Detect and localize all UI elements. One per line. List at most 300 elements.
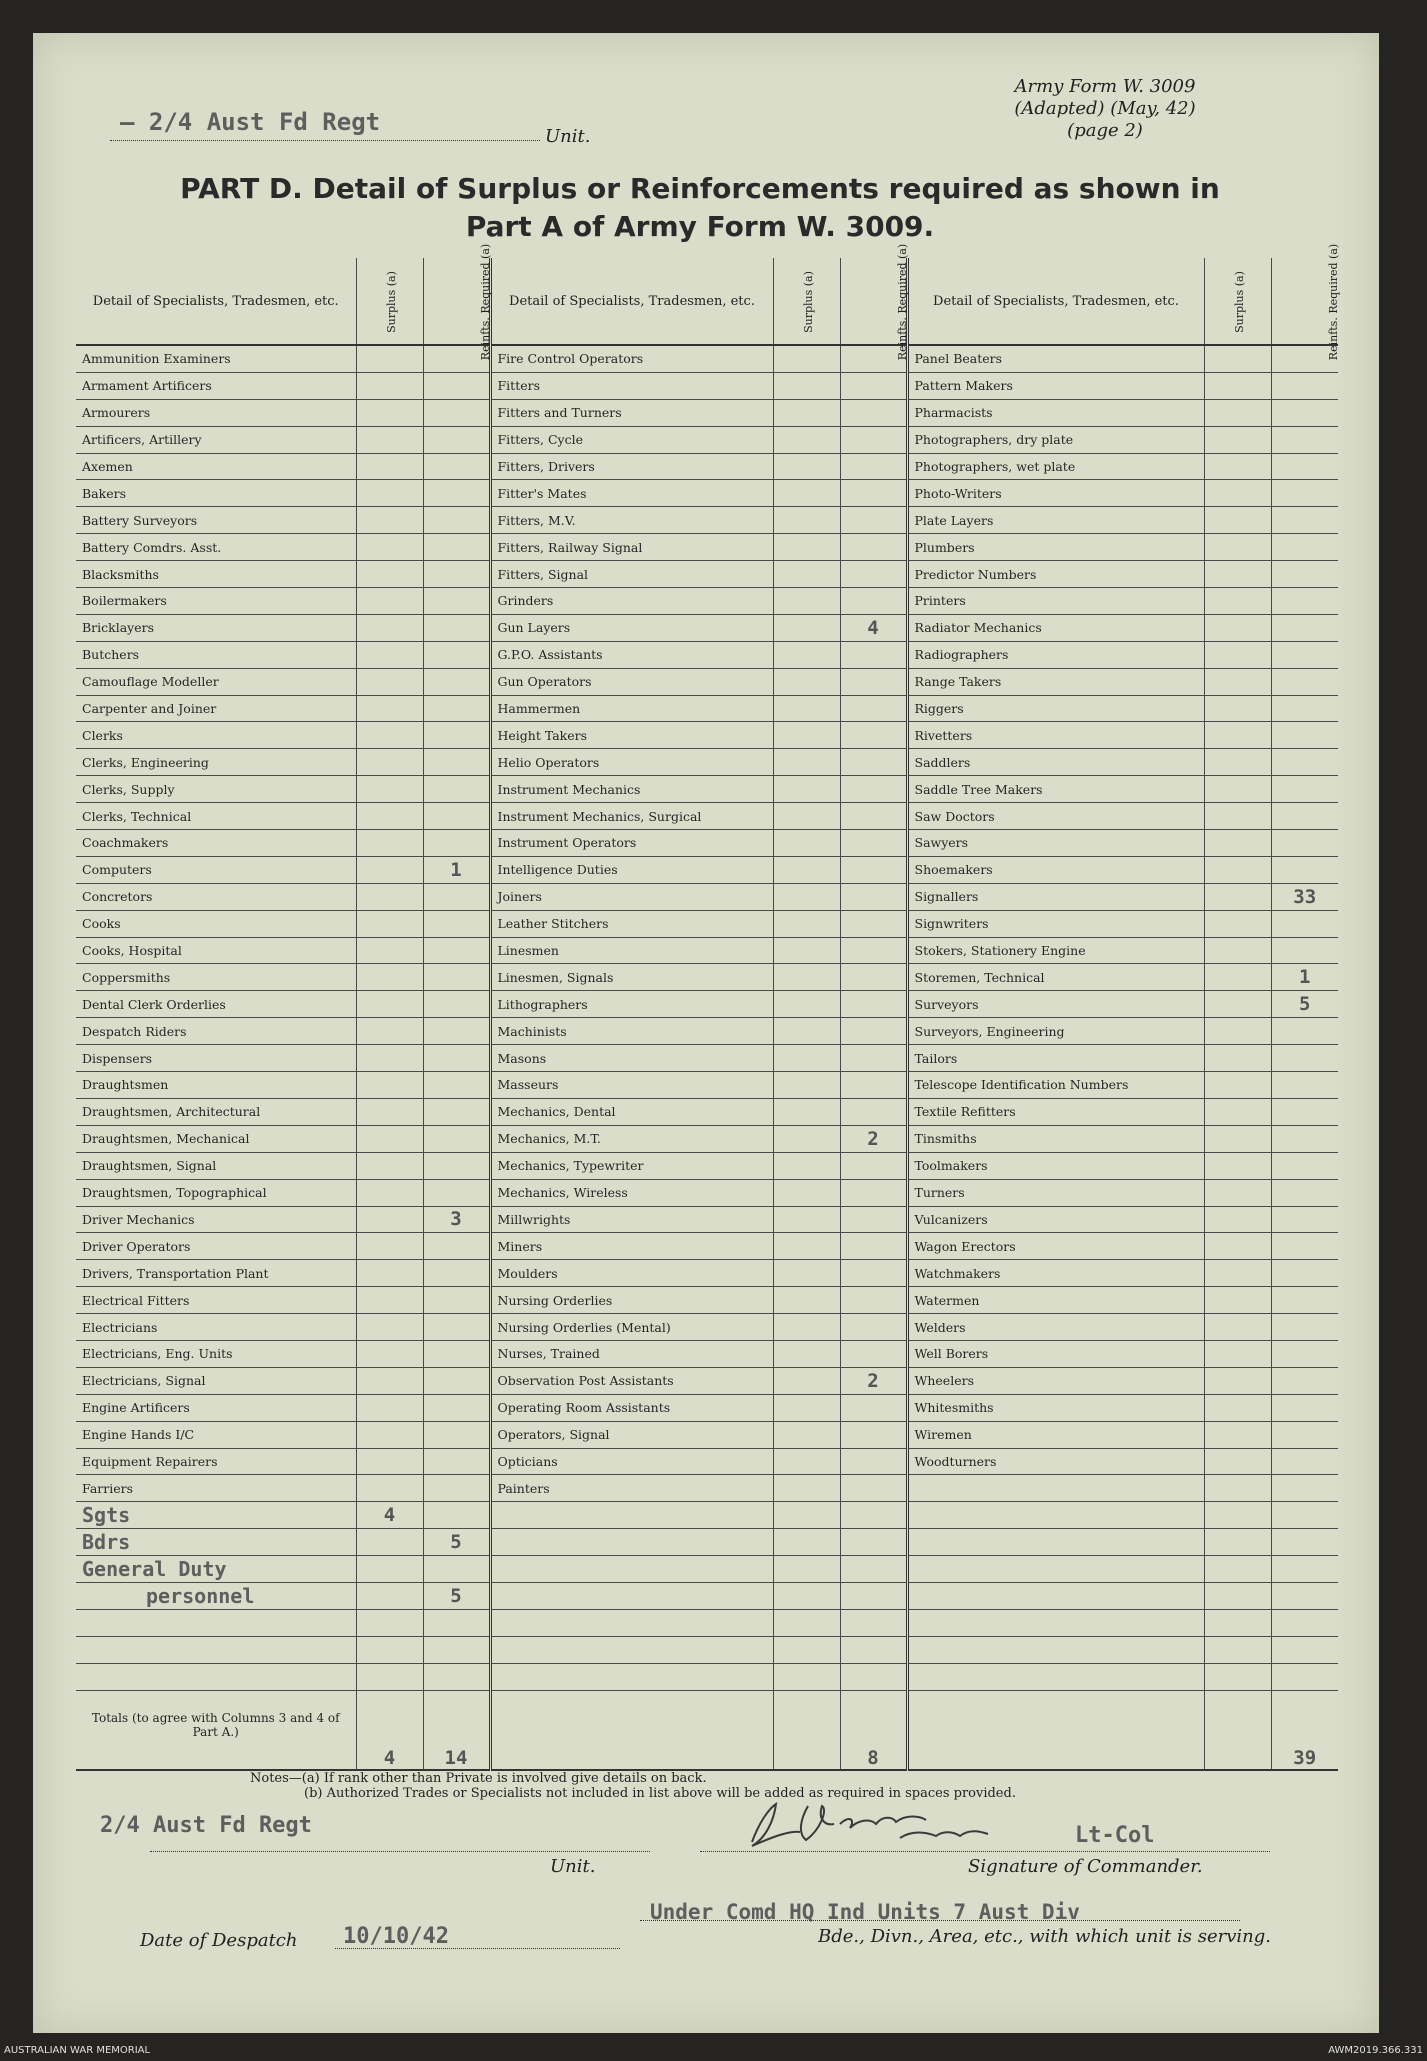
blank-cell [1204,1556,1271,1583]
surplus-value [773,1072,840,1099]
reinf-value [1271,803,1338,830]
surplus-value [773,856,840,883]
table-row [76,1287,1338,1314]
header-unit-label: Unit. [545,126,591,147]
reinf-value [423,399,490,426]
trade-name: Masseurs [490,1072,773,1099]
blank-cell [907,1529,1204,1556]
reinf-value [840,1314,907,1341]
surplus-value [1204,534,1271,561]
extra-row [76,1529,1338,1556]
trade-name: Stokers, Stationery Engine [907,937,1204,964]
trade-name: Miners [490,1233,773,1260]
surplus-value [1204,803,1271,830]
surplus-value [1204,1260,1271,1287]
table-row [76,1206,1338,1233]
surplus-value [773,776,840,803]
trade-name: Mechanics, Typewriter [490,1152,773,1179]
despatch-date: 10/10/42 [343,1924,449,1949]
surplus-value [773,1287,840,1314]
trade-name: Driver Mechanics [76,1206,356,1233]
reinf-value [840,1045,907,1072]
totals-col1-reinf: 14 [423,1690,490,1770]
reinf-value: 2 [840,1125,907,1152]
reinf-value [1271,480,1338,507]
blank-cell [1204,1609,1271,1636]
reinf-value [423,722,490,749]
extra-row [76,1636,1338,1663]
surplus-value [773,641,840,668]
trade-name: Wiremen [907,1421,1204,1448]
reinf-value [423,641,490,668]
reinf-value [840,1394,907,1421]
extra-row-name: personnel [76,1582,356,1609]
header-unit-typed: – 2/4 Aust Fd Regt [120,108,381,136]
surplus-value [356,372,423,399]
trade-name: Lithographers [490,991,773,1018]
reinf-value [1271,588,1338,615]
surplus-value [1204,614,1271,641]
surplus-value [356,1314,423,1341]
trade-name: Nurses, Trained [490,1340,773,1367]
table-row [76,561,1338,588]
formation-typed: Under Comd HQ Ind Units 7 Aust Div [650,1900,1080,1924]
reinf-value [840,695,907,722]
trade-name: G.P.O. Assistants [490,641,773,668]
extra-row-name: General Duty [76,1556,356,1583]
surplus-value [356,534,423,561]
reinf-value [840,1206,907,1233]
reinf-value [1271,776,1338,803]
surplus-value [773,1475,840,1502]
reinf-value [423,1233,490,1260]
reinf-value [840,426,907,453]
surplus-value [1204,426,1271,453]
trade-name: Signwriters [907,910,1204,937]
table-row [76,534,1338,561]
trade-name: Dental Clerk Orderlies [76,991,356,1018]
reinf-value [423,372,490,399]
reinf-value [840,1179,907,1206]
table-row [76,668,1338,695]
reinf-value [840,1260,907,1287]
surplus-value [1204,1179,1271,1206]
trade-name: Cooks, Hospital [76,937,356,964]
trade-name: Gun Layers [490,614,773,641]
surplus-value [356,1448,423,1475]
table-row [76,991,1338,1018]
surplus-value [773,937,840,964]
trade-name: Fitters, M.V. [490,507,773,534]
extra-row-name: Bdrs [76,1529,356,1556]
surplus-value [1204,776,1271,803]
col-header-detail: Detail of Specialists, Tradesmen, etc. [907,258,1204,345]
trade-name: Clerks, Technical [76,803,356,830]
reinf-value [423,695,490,722]
surplus-value [1204,345,1271,372]
trade-name: Dispensers [76,1045,356,1072]
table-row [76,1018,1338,1045]
reinf-value [423,1475,490,1502]
form-ref-line: (page 2) [1067,120,1143,141]
table-row [76,1072,1338,1099]
trade-name: Radiographers [907,641,1204,668]
trade-name: Coachmakers [76,830,356,857]
trade-name: Mechanics, Dental [490,1098,773,1125]
reinf-value [423,803,490,830]
surplus-value [773,1314,840,1341]
totals-label: Totals (to agree with Columns 3 and 4 of Part A.) [76,1690,356,1770]
surplus-value [1204,910,1271,937]
surplus-value [773,453,840,480]
surplus-value [356,1045,423,1072]
blank-cell [840,1502,907,1529]
blank-cell [840,1663,907,1690]
trade-name: Carpenter and Joiner [76,695,356,722]
trade-name: Saddle Tree Makers [907,776,1204,803]
trade-name: Operators, Signal [490,1421,773,1448]
surplus-value [1204,588,1271,615]
reinf-value [1271,372,1338,399]
trade-name: Equipment Repairers [76,1448,356,1475]
trade-name: Linesmen [490,937,773,964]
surplus-value [1204,1367,1271,1394]
reinf-value [840,1287,907,1314]
table-row [76,1152,1338,1179]
trade-name: Bricklayers [76,614,356,641]
specialists-table-wrapper [76,243,1340,1771]
surplus-value [773,1367,840,1394]
extra-reinf-value [423,1556,490,1583]
credit-left: AUSTRALIAN WAR MEMORIAL [4,2045,151,2056]
extra-reinf-value [423,1609,490,1636]
extra-surplus-value [356,1556,423,1583]
surplus-value [356,1475,423,1502]
trade-name: Fitters [490,372,773,399]
surplus-value [356,830,423,857]
surplus-value [356,749,423,776]
trade-name: Fitters, Drivers [490,453,773,480]
reinf-value [840,668,907,695]
trade-name: Leather Stitchers [490,910,773,937]
extra-surplus-value [356,1636,423,1663]
extra-reinf-value [423,1663,490,1690]
surplus-value [356,426,423,453]
surplus-value [356,453,423,480]
footer-unit-typed: 2/4 Aust Fd Regt [100,1813,312,1838]
surplus-value [1204,1125,1271,1152]
trade-name: Tinsmiths [907,1125,1204,1152]
table-row [76,1340,1338,1367]
trade-name: Clerks [76,722,356,749]
trade-name: Rivetters [907,722,1204,749]
trade-name: Battery Surveyors [76,507,356,534]
form-ref-line: (Adapted) (May, 42) [1014,98,1196,119]
reinf-value [840,1152,907,1179]
reinf-value [423,1098,490,1125]
extra-row [76,1582,1338,1609]
trade-name: Battery Comdrs. Asst. [76,534,356,561]
trade-name: Mechanics, M.T. [490,1125,773,1152]
trade-name: Helio Operators [490,749,773,776]
surplus-value [356,964,423,991]
reinf-value [423,453,490,480]
trade-name: Fitter's Mates [490,480,773,507]
trade-name: Millwrights [490,1206,773,1233]
trade-name: Engine Artificers [76,1394,356,1421]
col-header-reinf: Reinfts. Required (a) [1271,258,1338,345]
surplus-value [356,937,423,964]
footer-unit-line [150,1851,650,1852]
surplus-value [356,561,423,588]
trade-name: Intelligence Duties [490,856,773,883]
reinf-value: 33 [1271,883,1338,910]
trade-name: Armament Artificers [76,372,356,399]
surplus-value [356,588,423,615]
reinf-value [1271,695,1338,722]
reinf-value [1271,856,1338,883]
surplus-value [773,883,840,910]
reinf-value [1271,1206,1338,1233]
surplus-value [356,1367,423,1394]
surplus-value [773,830,840,857]
reinf-value [423,1340,490,1367]
surplus-value [773,964,840,991]
trade-name: Telescope Identification Numbers [907,1072,1204,1099]
table-row [76,830,1338,857]
trade-name: Camouflage Modeller [76,668,356,695]
reinf-value [840,964,907,991]
trade-name: Photographers, wet plate [907,453,1204,480]
reinf-value [423,1125,490,1152]
blank-cell [490,1636,773,1663]
col-header-reinf: Reinfts. Required (a) [840,258,907,345]
trade-name: Range Takers [907,668,1204,695]
trade-name: Shoemakers [907,856,1204,883]
surplus-value [1204,1475,1271,1502]
trade-name: Butchers [76,641,356,668]
trade-name: Whitesmiths [907,1394,1204,1421]
extra-reinf-value [423,1502,490,1529]
blank-cell [1271,1529,1338,1556]
trade-name: Nursing Orderlies (Mental) [490,1314,773,1341]
reinf-value: 3 [423,1206,490,1233]
reinf-value [423,1072,490,1099]
surplus-value [773,1421,840,1448]
blank-cell [773,1609,840,1636]
reinf-value [423,749,490,776]
table-body-extra [76,1502,1338,1690]
blank-cell [490,1609,773,1636]
surplus-value [356,856,423,883]
reinf-value [840,991,907,1018]
extra-reinf-value: 5 [423,1529,490,1556]
reinf-value [1271,1233,1338,1260]
extra-surplus-value [356,1582,423,1609]
surplus-value [773,1233,840,1260]
trade-name: Surveyors [907,991,1204,1018]
reinf-value [840,1340,907,1367]
surplus-value [356,1340,423,1367]
blank-cell [1271,1636,1338,1663]
reinf-value [1271,453,1338,480]
reinf-value [423,910,490,937]
trade-name: Linesmen, Signals [490,964,773,991]
trade-name: Plumbers [907,534,1204,561]
trade-name: Wheelers [907,1367,1204,1394]
header-unit-line [110,140,540,141]
surplus-value [1204,1206,1271,1233]
surplus-value [773,695,840,722]
trade-name: Observation Post Assistants [490,1367,773,1394]
surplus-value [1204,1287,1271,1314]
trade-name: Clerks, Supply [76,776,356,803]
reinf-value [840,937,907,964]
table-row [76,937,1338,964]
reinf-value [1271,1098,1338,1125]
extra-row [76,1663,1338,1690]
reinf-value [1271,641,1338,668]
reinf-value [423,776,490,803]
reinf-value [840,561,907,588]
specialists-table [76,243,1340,1771]
surplus-value [356,480,423,507]
trade-name: Watermen [907,1287,1204,1314]
reinf-value [423,937,490,964]
surplus-value [356,1287,423,1314]
totals-col1-surplus: 4 [356,1690,423,1770]
blank-cell [1271,1609,1338,1636]
reinf-value [423,561,490,588]
blank-cell [773,1529,840,1556]
trade-name: Electricians, Eng. Units [76,1340,356,1367]
surplus-value [773,507,840,534]
reinf-value [1271,1367,1338,1394]
trade-name: Draughtsmen, Signal [76,1152,356,1179]
blank-cell [840,1609,907,1636]
surplus-value [356,1260,423,1287]
signature-label: Signature of Commander. [968,1856,1203,1877]
reinf-value [1271,399,1338,426]
reinf-value [840,749,907,776]
reinf-value [1271,722,1338,749]
reinf-value [423,991,490,1018]
reinf-value [840,1018,907,1045]
surplus-value [773,426,840,453]
trade-name: Ammunition Examiners [76,345,356,372]
surplus-value [773,1125,840,1152]
surplus-value [1204,641,1271,668]
surplus-value [1204,1394,1271,1421]
trade-name: Mechanics, Wireless [490,1179,773,1206]
surplus-value [773,1179,840,1206]
surplus-value [356,722,423,749]
trade-name: Surveyors, Engineering [907,1018,1204,1045]
reinf-value [1271,561,1338,588]
blank-cell [840,1582,907,1609]
trade-name: Coppersmiths [76,964,356,991]
surplus-value [1204,1098,1271,1125]
extra-reinf-value: 5 [423,1582,490,1609]
table-row [76,1098,1338,1125]
extra-row-name [76,1609,356,1636]
surplus-value [1204,372,1271,399]
totals-row [76,1690,1338,1770]
blank-cell [840,1636,907,1663]
trade-name: Moulders [490,1260,773,1287]
reinf-value [423,1287,490,1314]
reinf-value [840,830,907,857]
blank-cell [1271,1556,1338,1583]
reinf-value [423,1179,490,1206]
reinf-value [1271,1421,1338,1448]
reinf-value [423,480,490,507]
reinf-value [423,1314,490,1341]
table-row [76,749,1338,776]
trade-name: Photographers, dry plate [907,426,1204,453]
surplus-value [773,803,840,830]
reinf-value [840,776,907,803]
trade-name: Instrument Mechanics [490,776,773,803]
blank-cell [907,1502,1204,1529]
surplus-value [356,1394,423,1421]
trade-name: Fire Control Operators [490,345,773,372]
trade-name: Electricians [76,1314,356,1341]
blank-cell [840,1556,907,1583]
trade-name: Plate Layers [907,507,1204,534]
surplus-value [773,561,840,588]
surplus-value [1204,1018,1271,1045]
surplus-value [1204,856,1271,883]
table-row [76,345,1338,372]
credit-right: AWM2019.366.331 [1328,2045,1423,2056]
reinf-value [840,641,907,668]
col-header-detail: Detail of Specialists, Tradesmen, etc. [490,258,773,345]
table-row [76,1179,1338,1206]
trade-name: Artificers, Artillery [76,426,356,453]
extra-surplus-value [356,1609,423,1636]
reinf-value [840,910,907,937]
extra-row-name [76,1663,356,1690]
trade-name: Welders [907,1314,1204,1341]
table-row [76,641,1338,668]
reinf-value [1271,1179,1338,1206]
trade-name: Well Borers [907,1340,1204,1367]
table-row [76,588,1338,615]
surplus-value [773,372,840,399]
table-row [76,776,1338,803]
surplus-value [356,695,423,722]
blank-cell [773,1502,840,1529]
extra-row-name: Sgts [76,1502,356,1529]
surplus-value [356,1125,423,1152]
extra-reinf-value [423,1636,490,1663]
trade-name: Fitters, Signal [490,561,773,588]
extra-row-name [76,1636,356,1663]
surplus-value [773,668,840,695]
table-totals [76,1690,1338,1770]
trade-name: Grinders [490,588,773,615]
reinf-value [1271,668,1338,695]
trade-name: Woodturners [907,1448,1204,1475]
trade-name: Saddlers [907,749,1204,776]
reinf-value [840,480,907,507]
surplus-value [1204,1340,1271,1367]
blank-cell [490,1663,773,1690]
table-row [76,1314,1338,1341]
reinf-value [1271,1152,1338,1179]
trade-name: Bakers [76,480,356,507]
